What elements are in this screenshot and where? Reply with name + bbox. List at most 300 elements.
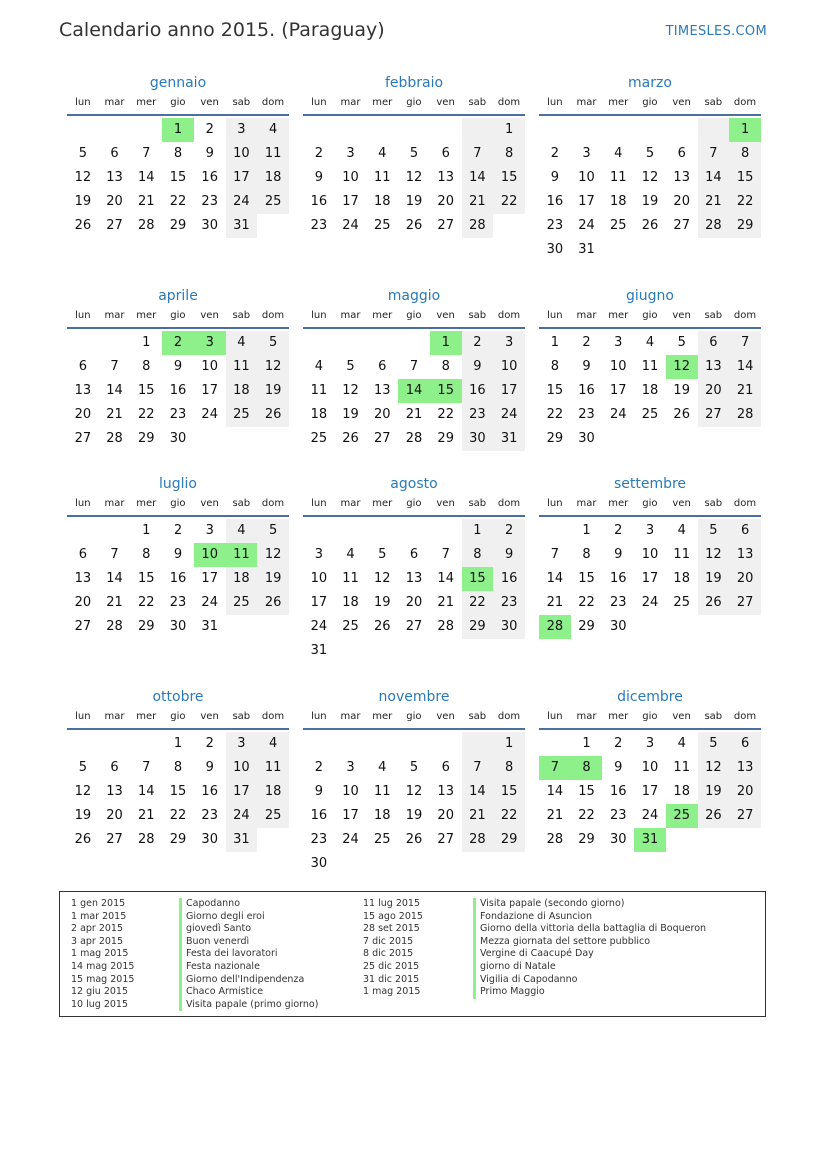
weekday-label: gio [642, 97, 658, 108]
day-cell: 26 [405, 218, 423, 233]
day-cell: 1 [462, 519, 494, 543]
legend-date: 25 dic 2015 [363, 960, 420, 972]
weekday-label: ven [436, 711, 455, 722]
holiday-day-cell: 15 [430, 379, 462, 403]
day-cell: 13 [437, 170, 454, 185]
day-grid [303, 329, 525, 451]
weekday-label: mar [576, 310, 597, 321]
day-cell: 31 [578, 242, 595, 257]
day-cell: 23 [201, 808, 218, 823]
weekday-label: lun [75, 97, 91, 108]
empty-cell [430, 519, 462, 543]
day-cell: 29 [138, 431, 155, 446]
day-cell: 2 [205, 122, 214, 137]
day-cell: 3 [645, 736, 655, 751]
empty-cell [67, 519, 99, 543]
day-cell: 16 [169, 571, 187, 586]
holiday-day-cell: 25 [666, 804, 698, 828]
day-cell: 26 [641, 218, 659, 233]
holiday-day-cell: 1 [729, 118, 761, 142]
day-cell: 4 [257, 732, 289, 756]
day-cell: 12 [342, 383, 359, 398]
day-cell: 13 [698, 355, 730, 379]
weekday-label: ven [200, 310, 219, 321]
weekday-label: gio [406, 498, 422, 509]
weekday-label: ven [672, 711, 691, 722]
day-cell: 25 [257, 804, 289, 828]
day-cell: 25 [226, 591, 258, 615]
empty-cell [462, 732, 494, 756]
legend-holiday-name: Primo Maggio [473, 986, 706, 999]
empty-cell [634, 118, 666, 142]
day-cell: 20 [74, 595, 92, 610]
day-cell: 5 [257, 519, 289, 543]
day-cell: 8 [441, 359, 450, 374]
day-cell: 14 [106, 383, 123, 398]
day-cell: 23 [493, 591, 525, 615]
month-maggio [303, 285, 525, 451]
day-cell: 4 [378, 760, 387, 775]
day-cell: 26 [374, 619, 391, 634]
day-cell: 16 [310, 194, 328, 209]
day-cell: 5 [346, 359, 355, 374]
day-cell: 5 [645, 146, 655, 161]
day-cell: 28 [405, 431, 423, 446]
weekday-label: mar [104, 498, 125, 509]
day-cell: 9 [314, 170, 323, 185]
day-cell: 20 [405, 595, 423, 610]
day-cell: 31 [226, 214, 258, 238]
weekday-label: dom [733, 711, 757, 722]
weekday-label: mar [104, 711, 125, 722]
day-cell: 23 [578, 407, 595, 422]
day-cell: 15 [169, 170, 187, 185]
month-febbraio [303, 72, 525, 238]
day-cell: 10 [342, 170, 359, 185]
empty-cell [130, 732, 162, 756]
weekday-header [539, 495, 761, 517]
day-cell: 27 [374, 431, 391, 446]
day-cell: 17 [310, 595, 328, 610]
day-cell: 17 [201, 383, 218, 398]
day-cell: 1 [550, 335, 559, 350]
day-cell: 7 [110, 359, 119, 374]
day-cell: 22 [578, 595, 595, 610]
day-cell: 12 [698, 756, 730, 780]
day-cell: 13 [106, 170, 123, 185]
legend-holiday-name: Festa dei lavoratori [179, 948, 318, 961]
day-cell: 26 [405, 832, 423, 847]
weekday-label: lun [311, 498, 327, 509]
day-cell: 3 [346, 760, 355, 775]
legend-holiday-name: Chaco Armistice [179, 986, 318, 999]
day-cell: 2 [462, 331, 494, 355]
day-cell: 7 [462, 142, 494, 166]
day-cell: 11 [374, 170, 391, 185]
day-grid [539, 329, 761, 451]
legend-holiday-name: Giorno dell'Indipendenza [179, 974, 318, 987]
day-cell: 29 [169, 832, 187, 847]
day-cell: 27 [106, 832, 123, 847]
day-cell: 23 [310, 218, 328, 233]
day-cell: 21 [546, 595, 564, 610]
weekday-label: sab [232, 711, 251, 722]
weekday-label: mar [340, 97, 361, 108]
day-cell: 9 [314, 784, 323, 799]
day-cell: 11 [673, 547, 690, 562]
empty-cell [430, 118, 462, 142]
month-settembre [539, 473, 761, 639]
month-name: aprile [158, 288, 198, 304]
day-cell: 16 [462, 379, 494, 403]
weekday-label: dom [497, 97, 521, 108]
day-cell: 7 [729, 331, 761, 355]
weekday-label: mer [136, 97, 157, 108]
weekday-label: ven [436, 310, 455, 321]
weekday-label: mer [608, 711, 629, 722]
weekday-label: mar [340, 711, 361, 722]
day-cell: 6 [729, 732, 761, 756]
day-cell: 17 [342, 194, 359, 209]
day-cell: 20 [437, 808, 454, 823]
day-cell: 14 [729, 355, 761, 379]
day-cell: 13 [374, 383, 391, 398]
day-cell: 18 [641, 383, 659, 398]
day-cell: 7 [441, 547, 450, 562]
weekday-header [67, 708, 289, 730]
empty-cell [666, 118, 698, 142]
day-cell: 21 [138, 808, 155, 823]
empty-cell [398, 331, 430, 355]
day-cell: 18 [257, 780, 289, 804]
day-cell: 7 [110, 547, 119, 562]
day-cell: 11 [342, 571, 359, 586]
weekday-label: dom [497, 498, 521, 509]
day-cell: 9 [173, 359, 183, 374]
day-cell: 6 [409, 547, 419, 562]
day-cell: 7 [550, 547, 559, 562]
day-cell: 13 [405, 571, 423, 586]
empty-cell [130, 118, 162, 142]
empty-cell [539, 519, 571, 543]
day-cell: 7 [142, 760, 151, 775]
empty-cell [698, 118, 730, 142]
day-cell: 29 [546, 431, 564, 446]
day-cell: 25 [641, 407, 659, 422]
holiday-day-cell: 1 [430, 331, 462, 355]
empty-cell [366, 519, 398, 543]
weekday-header [67, 94, 289, 116]
empty-cell [99, 732, 131, 756]
day-cell: 26 [257, 403, 289, 427]
day-cell: 14 [437, 571, 454, 586]
weekday-label: ven [200, 498, 219, 509]
day-cell: 27 [437, 218, 454, 233]
day-cell: 3 [493, 331, 525, 355]
holiday-day-cell: 31 [634, 828, 666, 852]
weekday-label: mer [608, 498, 629, 509]
day-cell: 30 [169, 431, 187, 446]
weekday-label: ven [672, 310, 691, 321]
day-cell: 26 [342, 431, 359, 446]
month-agosto [303, 473, 525, 663]
day-cell: 14 [106, 571, 123, 586]
weekday-label: dom [733, 97, 757, 108]
day-cell: 16 [201, 784, 218, 799]
month-dicembre [539, 686, 761, 852]
day-cell: 30 [578, 431, 595, 446]
day-cell: 14 [138, 170, 155, 185]
day-cell: 24 [201, 595, 218, 610]
weekday-label: lun [311, 711, 327, 722]
day-cell: 29 [462, 615, 494, 639]
empty-cell [430, 732, 462, 756]
month-name: novembre [378, 689, 450, 705]
empty-cell [303, 331, 335, 355]
day-cell: 25 [673, 595, 690, 610]
day-cell: 8 [173, 760, 183, 775]
day-cell: 6 [110, 146, 119, 161]
day-cell: 15 [729, 166, 761, 190]
holiday-day-cell: 2 [162, 331, 194, 355]
day-cell: 13 [437, 784, 454, 799]
day-cell: 21 [437, 595, 454, 610]
day-cell: 16 [610, 571, 627, 586]
day-cell: 10 [610, 359, 627, 374]
day-cell: 31 [226, 828, 258, 852]
day-cell: 6 [110, 760, 119, 775]
day-cell: 16 [610, 784, 627, 799]
day-cell: 1 [173, 736, 183, 751]
day-cell: 26 [698, 591, 730, 615]
day-cell: 9 [614, 547, 623, 562]
weekday-label: lun [547, 97, 563, 108]
weekday-label: sab [704, 97, 723, 108]
month-name: giugno [626, 288, 674, 304]
day-cell: 10 [226, 756, 258, 780]
weekday-label: mer [608, 310, 629, 321]
weekday-header [539, 307, 761, 329]
empty-cell [366, 331, 398, 355]
weekday-label: mer [372, 310, 393, 321]
day-cell: 27 [437, 832, 454, 847]
day-cell: 16 [169, 383, 187, 398]
day-cell: 16 [310, 808, 328, 823]
day-cell: 29 [138, 619, 155, 634]
day-cell: 11 [610, 170, 627, 185]
day-cell: 21 [546, 808, 564, 823]
day-cell: 19 [698, 567, 730, 591]
day-cell: 8 [550, 359, 559, 374]
day-cell: 16 [493, 567, 525, 591]
day-cell: 22 [437, 407, 454, 422]
day-cell: 7 [462, 756, 494, 780]
day-cell: 23 [462, 403, 494, 427]
day-cell: 2 [582, 335, 591, 350]
day-cell: 23 [169, 407, 187, 422]
weekday-label: dom [261, 711, 285, 722]
day-cell: 27 [405, 619, 423, 634]
day-cell: 19 [374, 595, 391, 610]
day-cell: 28 [106, 619, 123, 634]
empty-cell [99, 331, 131, 355]
month-name: settembre [613, 476, 687, 492]
empty-cell [67, 331, 99, 355]
day-cell: 13 [106, 784, 123, 799]
day-cell: 23 [201, 194, 218, 209]
day-cell: 24 [310, 619, 328, 634]
day-cell: 2 [614, 523, 623, 538]
day-cell: 19 [698, 780, 730, 804]
day-cell: 11 [310, 383, 328, 398]
day-cell: 12 [641, 170, 659, 185]
empty-cell [99, 519, 131, 543]
day-cell: 3 [314, 547, 323, 562]
weekday-label: mer [608, 97, 629, 108]
day-cell: 3 [346, 146, 355, 161]
day-cell: 4 [226, 519, 258, 543]
day-cell: 2 [314, 760, 323, 775]
month-name: dicembre [617, 689, 683, 705]
brand-link[interactable]: TIMESLES.COM [665, 24, 767, 39]
day-cell: 5 [78, 760, 87, 775]
day-cell: 9 [205, 760, 214, 775]
empty-cell [366, 732, 398, 756]
day-cell: 17 [641, 571, 659, 586]
day-cell: 22 [169, 194, 187, 209]
day-cell: 16 [201, 170, 218, 185]
empty-cell [398, 118, 430, 142]
month-name: ottobre [152, 689, 204, 705]
legend-holiday-name: Visita papale (secondo giorno) [473, 898, 706, 911]
day-cell: 27 [729, 591, 761, 615]
day-cell: 10 [641, 547, 659, 562]
weekday-label: gio [406, 711, 422, 722]
weekday-label: ven [436, 498, 455, 509]
day-cell: 24 [342, 832, 359, 847]
day-cell: 4 [226, 331, 258, 355]
day-cell: 4 [677, 523, 686, 538]
day-cell: 23 [610, 595, 627, 610]
weekday-label: mar [340, 498, 361, 509]
day-cell: 9 [205, 146, 214, 161]
day-cell: 28 [106, 431, 123, 446]
day-cell: 30 [610, 832, 627, 847]
day-cell: 22 [493, 190, 525, 214]
weekday-label: lun [311, 310, 327, 321]
holiday-day-cell: 14 [398, 379, 430, 403]
day-cell: 25 [342, 619, 359, 634]
day-cell: 10 [226, 142, 258, 166]
day-cell: 26 [257, 591, 289, 615]
day-cell: 9 [550, 170, 559, 185]
day-cell: 12 [257, 543, 289, 567]
day-cell: 24 [578, 218, 595, 233]
weekday-label: gio [642, 711, 658, 722]
legend-date: 11 lug 2015 [363, 898, 420, 909]
day-cell: 29 [729, 214, 761, 238]
day-cell: 9 [462, 355, 494, 379]
day-cell: 2 [173, 523, 183, 538]
day-cell: 19 [74, 194, 92, 209]
day-cell: 22 [493, 804, 525, 828]
day-grid [67, 730, 289, 852]
day-cell: 22 [138, 595, 155, 610]
day-cell: 20 [729, 780, 761, 804]
day-cell: 11 [257, 142, 289, 166]
weekday-label: gio [170, 310, 186, 321]
day-cell: 25 [610, 218, 627, 233]
day-cell: 6 [78, 359, 87, 374]
day-cell: 1 [582, 523, 591, 538]
empty-cell [366, 118, 398, 142]
day-cell: 9 [493, 543, 525, 567]
legend-holiday-name: Visita papale (primo giorno) [179, 999, 318, 1012]
legend-holiday-name: Vergine di Caacupé Day [473, 948, 706, 961]
day-cell: 4 [257, 118, 289, 142]
day-cell: 22 [462, 591, 494, 615]
day-cell: 1 [142, 335, 151, 350]
day-cell: 10 [578, 170, 595, 185]
day-cell: 28 [462, 828, 494, 852]
day-cell: 6 [677, 146, 686, 161]
day-cell: 24 [226, 190, 258, 214]
day-cell: 28 [437, 619, 454, 634]
legend-date: 12 giu 2015 [71, 986, 128, 998]
day-cell: 21 [462, 190, 494, 214]
legend-date: 1 gen 2015 [71, 898, 126, 909]
day-cell: 1 [493, 732, 525, 756]
day-cell: 28 [698, 214, 730, 238]
day-cell: 24 [226, 804, 258, 828]
day-cell: 19 [257, 567, 289, 591]
day-cell: 1 [582, 736, 591, 751]
day-cell: 20 [106, 808, 123, 823]
day-cell: 11 [226, 355, 258, 379]
weekday-label: gio [170, 711, 186, 722]
legend-holiday-name: Fondazione di Asuncion [473, 911, 706, 924]
day-cell: 18 [226, 379, 258, 403]
day-cell: 1 [142, 523, 151, 538]
day-cell: 15 [578, 784, 595, 799]
weekday-label: mar [576, 711, 597, 722]
day-cell: 12 [257, 355, 289, 379]
day-cell: 3 [645, 523, 655, 538]
day-cell: 18 [673, 571, 690, 586]
weekday-label: mer [136, 310, 157, 321]
day-cell: 19 [673, 383, 690, 398]
day-cell: 30 [493, 615, 525, 639]
empty-cell [303, 118, 335, 142]
day-grid [67, 116, 289, 238]
weekday-header [539, 94, 761, 116]
month-giugno [539, 285, 761, 451]
day-cell: 24 [493, 403, 525, 427]
day-cell: 20 [673, 194, 690, 209]
holiday-day-cell: 3 [194, 331, 226, 355]
legend-holiday-name: Mezza giornata del settore pubblico [473, 936, 706, 949]
weekday-label: mar [104, 310, 125, 321]
day-cell: 6 [378, 359, 387, 374]
day-cell: 12 [405, 784, 423, 799]
day-cell: 21 [698, 190, 730, 214]
day-cell: 12 [698, 543, 730, 567]
day-cell: 30 [610, 619, 627, 634]
holiday-day-cell: 15 [462, 567, 494, 591]
weekday-label: mer [136, 711, 157, 722]
day-cell: 17 [493, 379, 525, 403]
weekday-label: gio [406, 97, 422, 108]
